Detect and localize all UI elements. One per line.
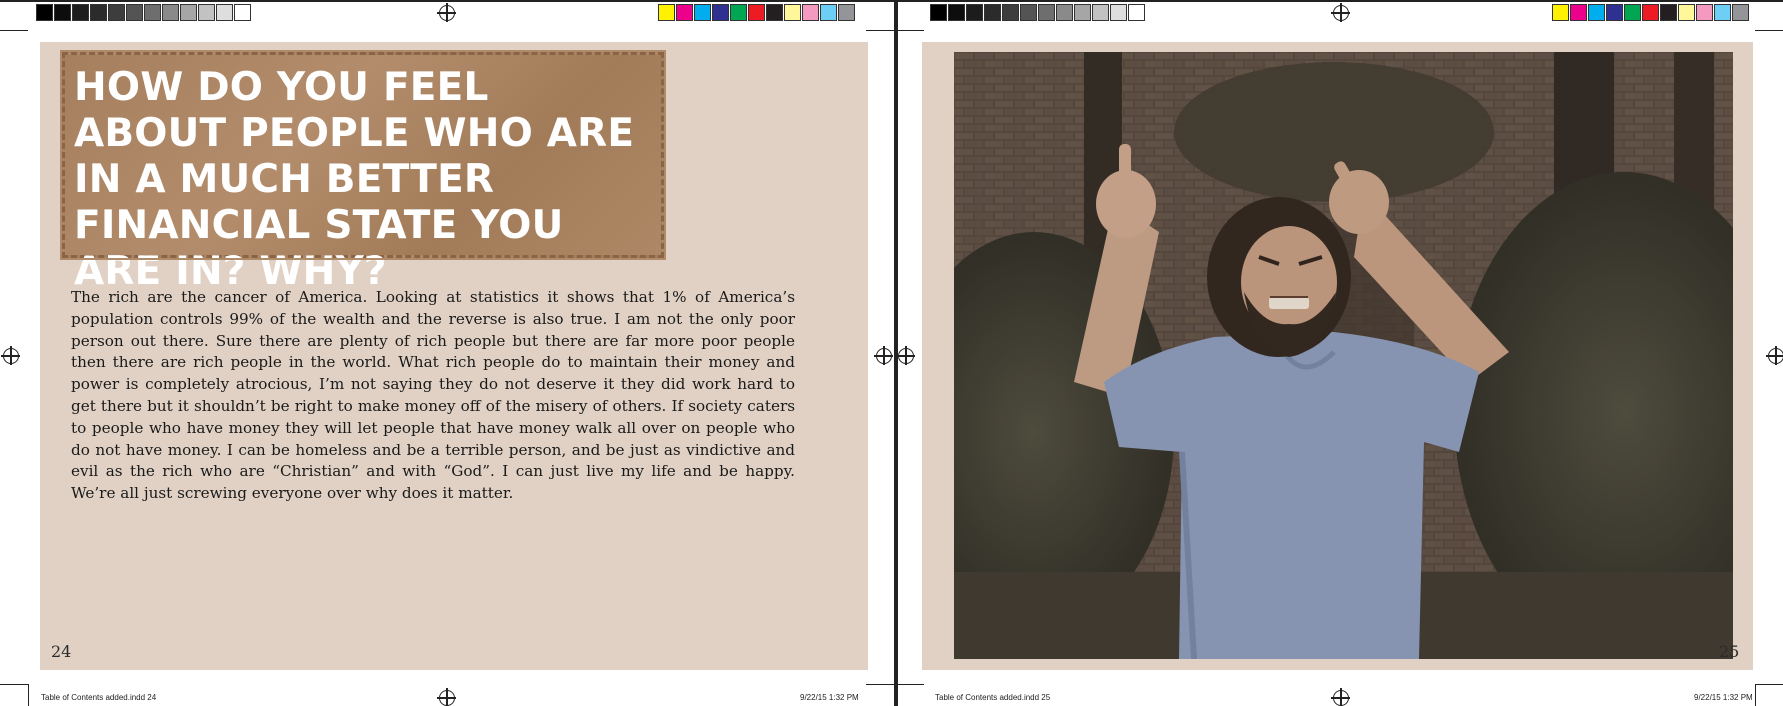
photo-man-gesturing [954,52,1733,659]
photo-illustration [954,52,1733,659]
process-swatch [730,4,747,21]
process-swatch [1552,4,1569,21]
process-swatch [1696,4,1713,21]
page-number-right: 25 [1719,642,1740,661]
registration-mark-icon [439,5,455,21]
gray-swatch [180,4,197,21]
gray-swatch [984,4,1001,21]
process-swatch [802,4,819,21]
process-swatch [784,4,801,21]
gray-swatch [216,4,233,21]
process-swatch [1732,4,1749,21]
process-swatch [658,4,675,21]
gray-swatch [54,4,71,21]
process-swatch [694,4,711,21]
process-swatch [1642,4,1659,21]
gray-swatch [36,4,53,21]
process-swatch [676,4,693,21]
body-paragraph: The rich are the cancer of America. Looking at statistics it shows that 1% of America’s population controls 99% of the wealth and the reverse is also true. I am not the only poor person out there. Sure there are plenty of rich people but there are far more poor people then there are rich people in the world. What rich people do to maintain their money and power is completely atrocious, I’m not saying they do not deserve it they did work hard to get there but it shouldn’t be right to make money off of the misery of others. If society caters to people who have money they will let people that have money walk all over on people who do not have money. I can be homeless and be a terrible person, and be just as vindictive and evil as the rich who are “Christian” and with “God”. I can just live my life and be happy. We’re all just screwing everyone over why does it matter. [71,288,795,503]
gray-swatch [144,4,161,21]
gray-swatch [1074,4,1091,21]
gray-swatch [162,4,179,21]
gray-swatch [1110,4,1127,21]
process-swatch [1606,4,1623,21]
registration-mark-icon [876,348,892,364]
gray-swatch [948,4,965,21]
crop-mark [0,684,28,685]
gray-swatch [90,4,107,21]
crop-mark [866,684,894,685]
gray-swatch [72,4,89,21]
crop-mark [896,684,924,685]
gray-swatch [126,4,143,21]
slug-date-right: 9/22/15 1:32 PM [1694,693,1753,702]
gray-swatch [108,4,125,21]
gray-swatch [966,4,983,21]
crop-mark [866,30,894,31]
gray-swatch [1002,4,1019,21]
gray-swatch [1038,4,1055,21]
process-swatch [712,4,729,21]
gray-swatch [1128,4,1145,21]
gray-swatch [1056,4,1073,21]
gray-swatch [1020,4,1037,21]
grayscale-color-bar [930,4,1146,21]
slug-filename-right: Table of Contents added.indd 25 [935,693,1051,702]
process-swatch [748,4,765,21]
slug-date-left: 9/22/15 1:32 PM [800,693,859,702]
crop-mark [1755,684,1783,685]
top-trim-line [0,0,1783,2]
registration-mark-icon [1768,348,1783,364]
gray-swatch [198,4,215,21]
process-color-bar [1552,4,1750,21]
crop-mark [896,30,924,31]
process-swatch [1660,4,1677,21]
process-swatch [1678,4,1695,21]
process-color-bar [658,4,856,21]
crop-mark [1755,30,1783,31]
process-swatch [838,4,855,21]
process-swatch [766,4,783,21]
slug-filename-left: Table of Contents added.indd 24 [41,693,157,702]
gray-swatch [930,4,947,21]
gray-swatch [234,4,251,21]
process-swatch [820,4,837,21]
page-title: HOW DO YOU FEEL ABOUT PEOPLE WHO ARE IN A MUCH BETTER FINANCIAL STATE YOU ARE IN? WHY? [74,65,635,294]
crop-mark [28,684,29,706]
crop-mark [1755,684,1756,706]
process-swatch [1570,4,1587,21]
registration-mark-icon [1333,5,1349,21]
process-swatch [1714,4,1731,21]
process-swatch [1588,4,1605,21]
title-box [62,52,664,294]
registration-mark-icon [1333,690,1349,706]
page-number-left: 24 [51,642,72,661]
process-swatch [1624,4,1641,21]
crop-mark [0,30,28,31]
registration-mark-icon [3,348,19,364]
registration-mark-icon [898,348,914,364]
registration-mark-icon [439,690,455,706]
gray-swatch [1092,4,1109,21]
grayscale-color-bar [36,4,252,21]
